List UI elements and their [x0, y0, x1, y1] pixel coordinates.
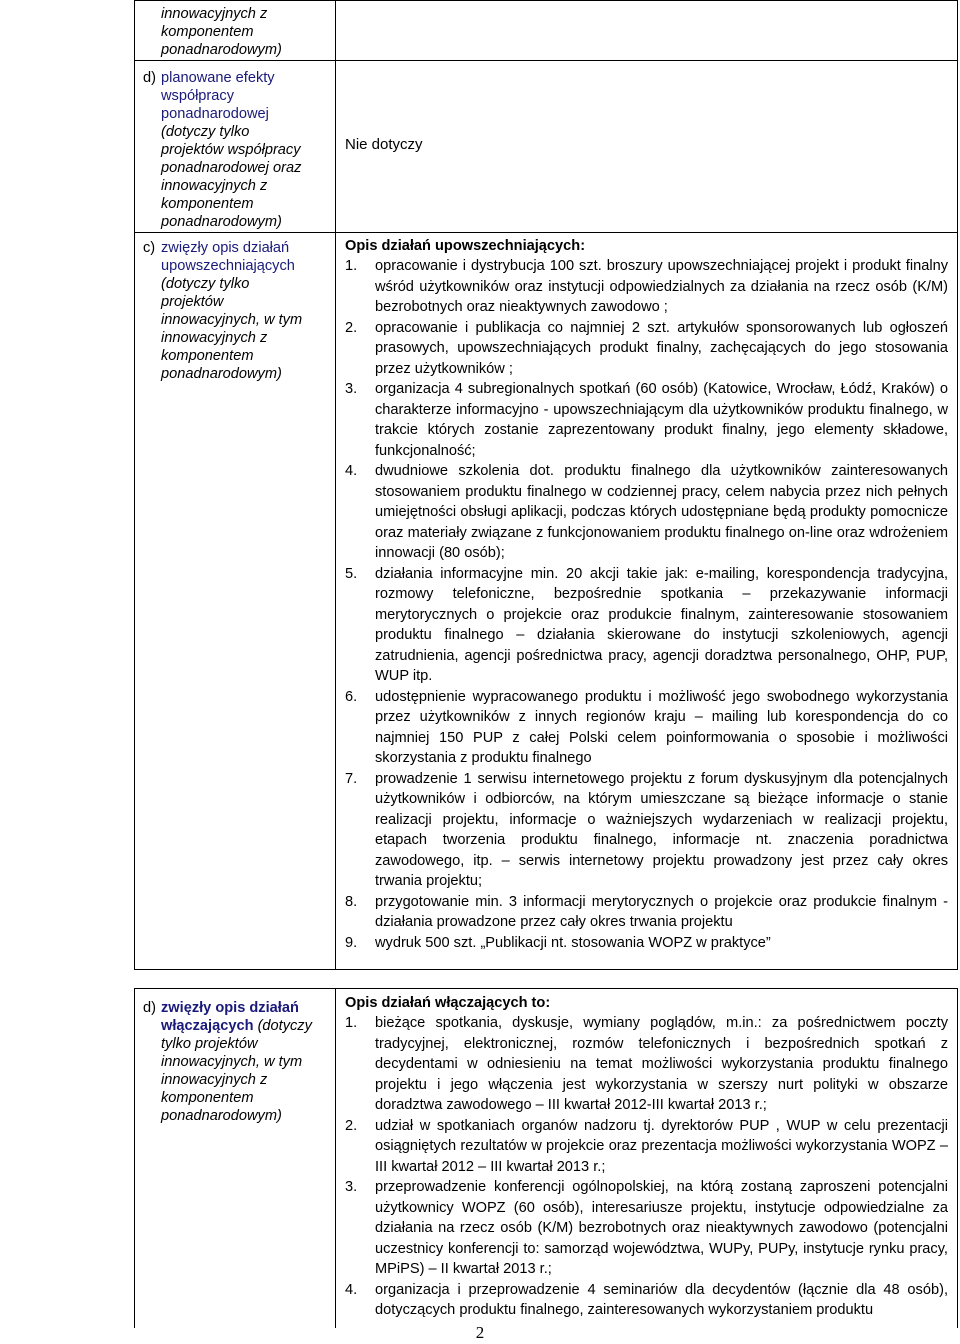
- label-line: (dotyczy tylko: [161, 124, 250, 140]
- row-label: [135, 61, 336, 232]
- row-label: [135, 1, 336, 60]
- item-number: 4.: [345, 463, 358, 479]
- row-content: [336, 989, 957, 1328]
- table-row: [135, 61, 957, 233]
- section-title: Opis działań włączających to:: [345, 995, 551, 1011]
- label-line: innowacyjnych z: [161, 6, 268, 22]
- list-item: [345, 933, 948, 954]
- item-marker: d): [143, 70, 156, 86]
- label-line: komponentem: [161, 24, 254, 40]
- item-number: 4.: [345, 1281, 358, 1298]
- label-line: projektów: [161, 294, 224, 310]
- label-bold: współpracy: [161, 88, 234, 104]
- item-number: 2.: [345, 319, 358, 336]
- label-bold: włączających: [161, 1018, 254, 1034]
- label-bold: planowane efekty: [161, 70, 275, 86]
- item-text: opracowanie i dystrybucja 100 szt. broszury upowszechniającej projekt i produkt finalny wśród użytkowników oraz instytucji odpowiedzialnych za działania na rzecz osób (K/M) bezrobotnych oraz nieaktywnych zawodowo ;: [375, 258, 948, 315]
- label-line: (dotyczy tylko: [161, 276, 250, 292]
- label-line: innowacyjnych z: [161, 1072, 268, 1088]
- label-line: innowacyjnych, w tym: [161, 312, 303, 328]
- item-marker: c): [143, 240, 156, 256]
- item-number: 8.: [345, 893, 358, 910]
- item-number: 7.: [345, 770, 358, 787]
- label-line: ponadnarodowym): [161, 366, 282, 382]
- row-label: [135, 989, 336, 1328]
- item-number: 1.: [345, 1015, 358, 1031]
- list-item: [345, 769, 948, 892]
- label-line: komponentem: [161, 1090, 254, 1106]
- item-text: dwudniowe szkolenia dot. produktu finalnego dla użytkowników zainteresowanych stosowaniem produktu finalnego w codziennej pracy, celem nabycia przez nich pełnych umiejętności obsługi aplikacji, podczas których udostępniane będą produkty pomocnicze oraz materiały związane z funkcjonowaniem produktu finalnego on-line oraz wdrożeniem innowacji (80 osób);: [375, 463, 948, 561]
- label-bold: zwięzły opis działań: [161, 240, 290, 256]
- list-item: [345, 318, 948, 380]
- item-number: 6.: [345, 688, 358, 705]
- item-number: 2.: [345, 1117, 358, 1134]
- item-text: organizacja i przeprowadzenie 4 seminariów dla decydentów (łącznie dla 48 osób), dotyczących produktu finalnego, zainteresowanych wykorzystaniem produktu: [375, 1281, 948, 1318]
- label-line: ponadnarodowym): [161, 1108, 282, 1124]
- item-marker: d): [143, 1000, 156, 1016]
- section-title: Opis działań upowszechniających:: [345, 238, 586, 254]
- label-line: ponadnarodowym): [161, 214, 282, 230]
- row-content: [336, 61, 957, 232]
- list-item: [345, 256, 948, 318]
- item-text: udostępnienie wypracowanego produktu i możliwość jego swobodnego wykorzystania przez użytkowników z innych regionów kraju – mailing lub korespondencja do co najmniej 150 PUP z całej Polski celem poinformowania o sposobie i możliwości skorzystania z produktu finalnego: [375, 688, 948, 766]
- label-line: komponentem: [161, 196, 254, 212]
- table-top: [134, 0, 958, 970]
- item-number: 1.: [345, 258, 358, 274]
- page-number: 2: [475, 1323, 485, 1342]
- item-text: bieżące spotkania, dyskusje, wymiany poglądów, m.in.: za pośrednictwem poczty tradycyjnej, elektronicznej, rozmów telefonicznych i bezpośrednich spotkań z decydentami w odniesieniu na temat możliwości wykorzystania produktu finalnego projektu i jego włączenia jest wykorzystania w szerszy nurt polityki w obszarze doradztwa zawodowego – III kwartał 2012-III kwartał 2013 r.;: [375, 1015, 948, 1113]
- label-line: ponadnarodowej oraz: [161, 160, 302, 176]
- label-line: innowacyjnych, w tym: [161, 1054, 303, 1070]
- list-item: [345, 1177, 948, 1280]
- item-text: udział w spotkaniach organów nadzoru tj. dyrektorów PUP , WUP w celu prezentacji osiągniętych rezultatów w projekcie oraz prezentacja możliwości wykorzystania WOPZ – III kwartał 2012 – III kwartał 2013 r.;: [375, 1117, 948, 1175]
- inclusion-list: [345, 1013, 948, 1321]
- table-row: [135, 233, 957, 969]
- row-content: [336, 233, 957, 969]
- label-line: komponentem: [161, 348, 254, 364]
- item-text: przygotowanie min. 3 informacji merytorycznych o projekcie oraz produkcie finalnym - działania prowadzone przez cały okres trwania projektu: [375, 893, 948, 930]
- item-number: 3.: [345, 1179, 358, 1195]
- item-text: działania informacyjne min. 20 akcji takie jak: e-mailing, korespondencja tradycyjna, rozmowy telefoniczne, bezpośrednie spotkania – przekazywanie informacji merytorycznych o projekcie oraz produkcie finalnym, zainteresowanie stosowaniem produktu finalnego – działania skierowane do instytucji szkoleniowych, agencji zatrudnienia, agencji pośrednictwa pracy, agencji doradztwa personalnego, OHP, PUP, WUP itp.: [375, 565, 948, 684]
- list-item: [345, 1280, 948, 1321]
- list-item: [345, 461, 948, 564]
- list-item: [345, 892, 948, 933]
- item-text: przeprowadzenie konferencji ogólnopolskiej, na którą zostaną zaproszeni potencjalni użytkownicy WOPZ (60 osób), interesariusze projektu, instytucje odpowiedzialne za działania na rzecz osób (K/M) bezrobotnych oraz nieaktywnych zawodowo (potencjalni uczestnicy konferencji to: samorząd województwa, WUPy, PUPy, instytucje rynku pracy, MPiPS) – II kwartał 2013 r.;: [375, 1179, 948, 1277]
- row-content: [336, 1, 957, 60]
- list-item: [345, 1013, 948, 1116]
- item-text: prowadzenie 1 serwisu internetowego projektu z forum dyskusyjnym dla potencjalnych użytkowników i odbiorców, na którym umieszczane są bieżące informacje o stanie realizacji projektu, informacje o ważniejszych wydarzeniach w realizacji projektu, etapach tworzenia produktu finalnego, informacje nt. znaczenia poradnictwa zawodowego, itp. – serwis internetowy projektu prowadzony jest przez cały okres trwania projektu;: [375, 770, 948, 889]
- label-line: (dotyczy: [257, 1018, 312, 1034]
- table-row: [135, 1, 957, 61]
- label-line: innowacyjnych z: [161, 330, 268, 346]
- label-bold: upowszechniających: [161, 258, 295, 274]
- item-text: opracowanie i publikacja co najmniej 2 szt. artykułów sponsorowanych lub ogłoszeń prasowych, upowszechniających produkt finalny, zachęcających do jego stosowania przez użytkowników ;: [375, 319, 948, 377]
- label-line: projektów współpracy: [161, 142, 301, 158]
- list-item: [345, 687, 948, 769]
- table-bottom: [134, 988, 958, 1328]
- not-applicable-text: Nie dotyczy: [345, 136, 423, 153]
- list-item: [345, 379, 948, 461]
- label-bold: zwięzły opis działań: [161, 1000, 299, 1016]
- item-number: 5.: [345, 565, 358, 582]
- item-text: organizacja 4 subregionalnych spotkań (60 osób) (Katowice, Wrocław, Łódź, Kraków) o charakterze informacyjno - upowszechniającym dla użytkowników produktu finalnego, w trakcie których zostanie zaprezentowany produkt finalny, jego elementy składowe, funkcjonalność;: [375, 381, 948, 459]
- list-item: [345, 1116, 948, 1178]
- list-item: [345, 564, 948, 687]
- row-label: [135, 233, 336, 969]
- item-text: wydruk 500 szt. „Publikacji nt. stosowania WOPZ w praktyce”: [375, 934, 771, 951]
- label-line: ponadnarodowym): [161, 42, 282, 58]
- label-line: innowacyjnych z: [161, 178, 268, 194]
- label-bold: ponadnarodowej: [161, 106, 269, 122]
- item-number: 9.: [345, 934, 358, 951]
- table-row: [135, 989, 957, 1328]
- item-number: 3.: [345, 381, 358, 397]
- dissemination-list: [345, 256, 948, 953]
- label-line: tylko projektów: [161, 1036, 258, 1052]
